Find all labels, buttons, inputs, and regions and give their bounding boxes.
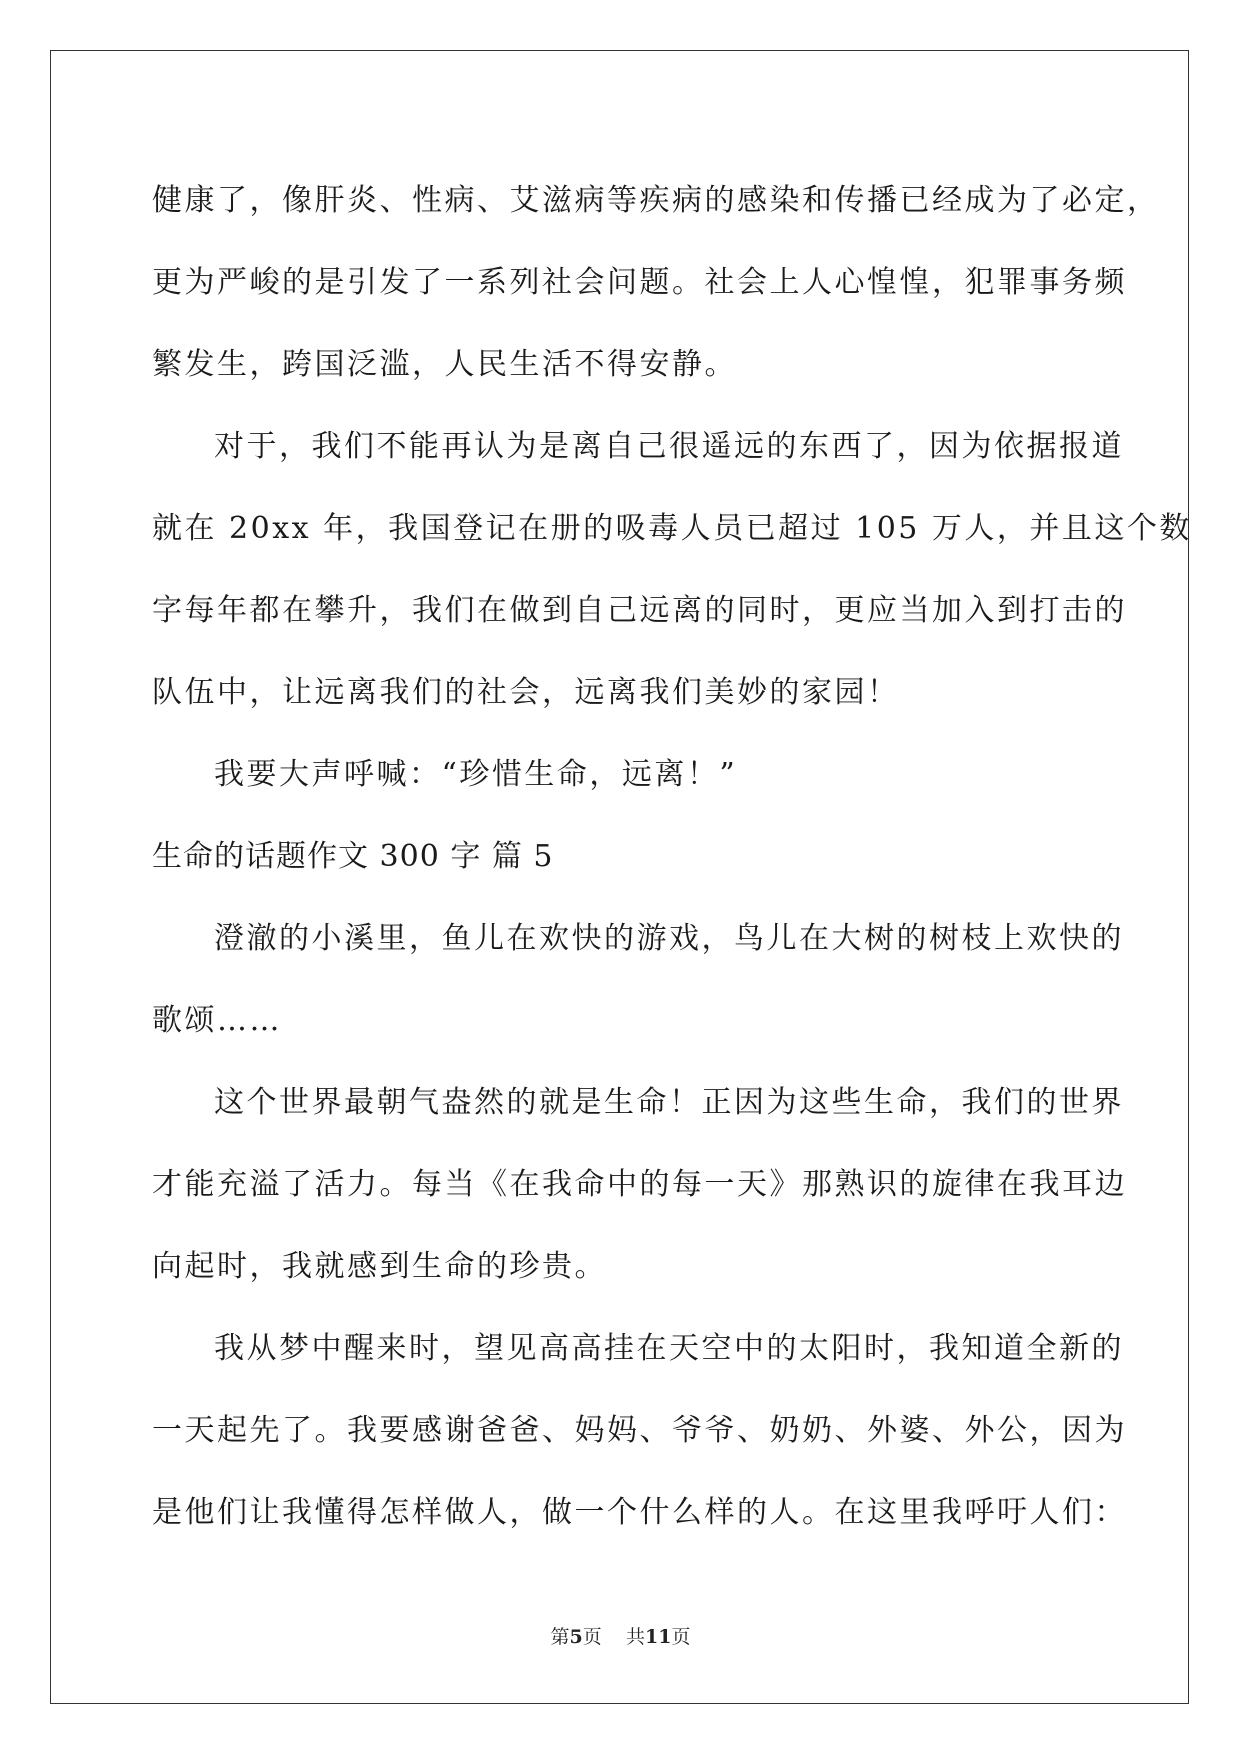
text-line: 向起时，我就感到生命的珍贵。 xyxy=(152,1249,607,1284)
paragraph-first-line: 这个世界最朝气盎然的就是生命！正因为这些生命，我们的世界 xyxy=(214,1085,1124,1120)
text-line: 更为严峻的是引发了一系列社会问题。社会上人心惶惶，犯罪事务频 xyxy=(152,265,1127,300)
current-page-number: 5 xyxy=(569,1626,583,1648)
footer-total-prefix: 共 xyxy=(625,1626,645,1648)
document-body xyxy=(152,160,1192,1554)
paragraph-first-line: 对于，我们不能再认为是离自己很遥远的东西了，因为依据报道 xyxy=(214,429,1124,464)
footer-total-suffix: 页 xyxy=(671,1626,691,1648)
paragraph-first-line: 澄澈的小溪里，鱼儿在欢快的游戏，鸟儿在大树的树枝上欢快的 xyxy=(214,921,1124,956)
text-line: 才能充溢了活力。每当《在我命中的每一天》那熟识的旋律在我耳边 xyxy=(152,1167,1127,1202)
text-line: 队伍中，让远离我们的社会，远离我们美妙的家园！ xyxy=(152,675,900,710)
paragraph-first-line: 我要大声呼喊：“珍惜生命，远离！” xyxy=(214,757,738,792)
paragraph-first-line: 我从梦中醒来时，望见高高挂在天空中的太阳时，我知道全新的 xyxy=(214,1331,1124,1366)
footer-page-suffix: 页 xyxy=(582,1626,602,1648)
text-line: 健康了，像肝炎、性病、艾滋病等疾病的感染和传播已经成为了必定， xyxy=(152,183,1160,218)
text-line: 就在 20xx 年，我国登记在册的吸毒人员已超过 105 万人，并且这个数 xyxy=(152,511,1192,546)
page-footer xyxy=(0,1622,1241,1649)
text-line: 字每年都在攀升，我们在做到自己远离的同时，更应当加入到打击的 xyxy=(152,593,1127,628)
text-line: 是他们让我懂得怎样做人，做一个什么样的人。在这里我呼吁人们： xyxy=(152,1495,1127,1530)
text-line: 繁发生，跨国泛滥，人民生活不得安静。 xyxy=(152,347,737,382)
total-page-count: 11 xyxy=(644,1626,672,1648)
section-heading: 生命的话题作文 300 字 篇 5 xyxy=(152,839,554,874)
footer-prefix: 第 xyxy=(550,1626,570,1648)
text-line: 一天起先了。我要感谢爸爸、妈妈、爷爷、奶奶、外婆、外公，因为 xyxy=(152,1413,1127,1448)
text-line: 歌颂…… xyxy=(152,1003,282,1038)
